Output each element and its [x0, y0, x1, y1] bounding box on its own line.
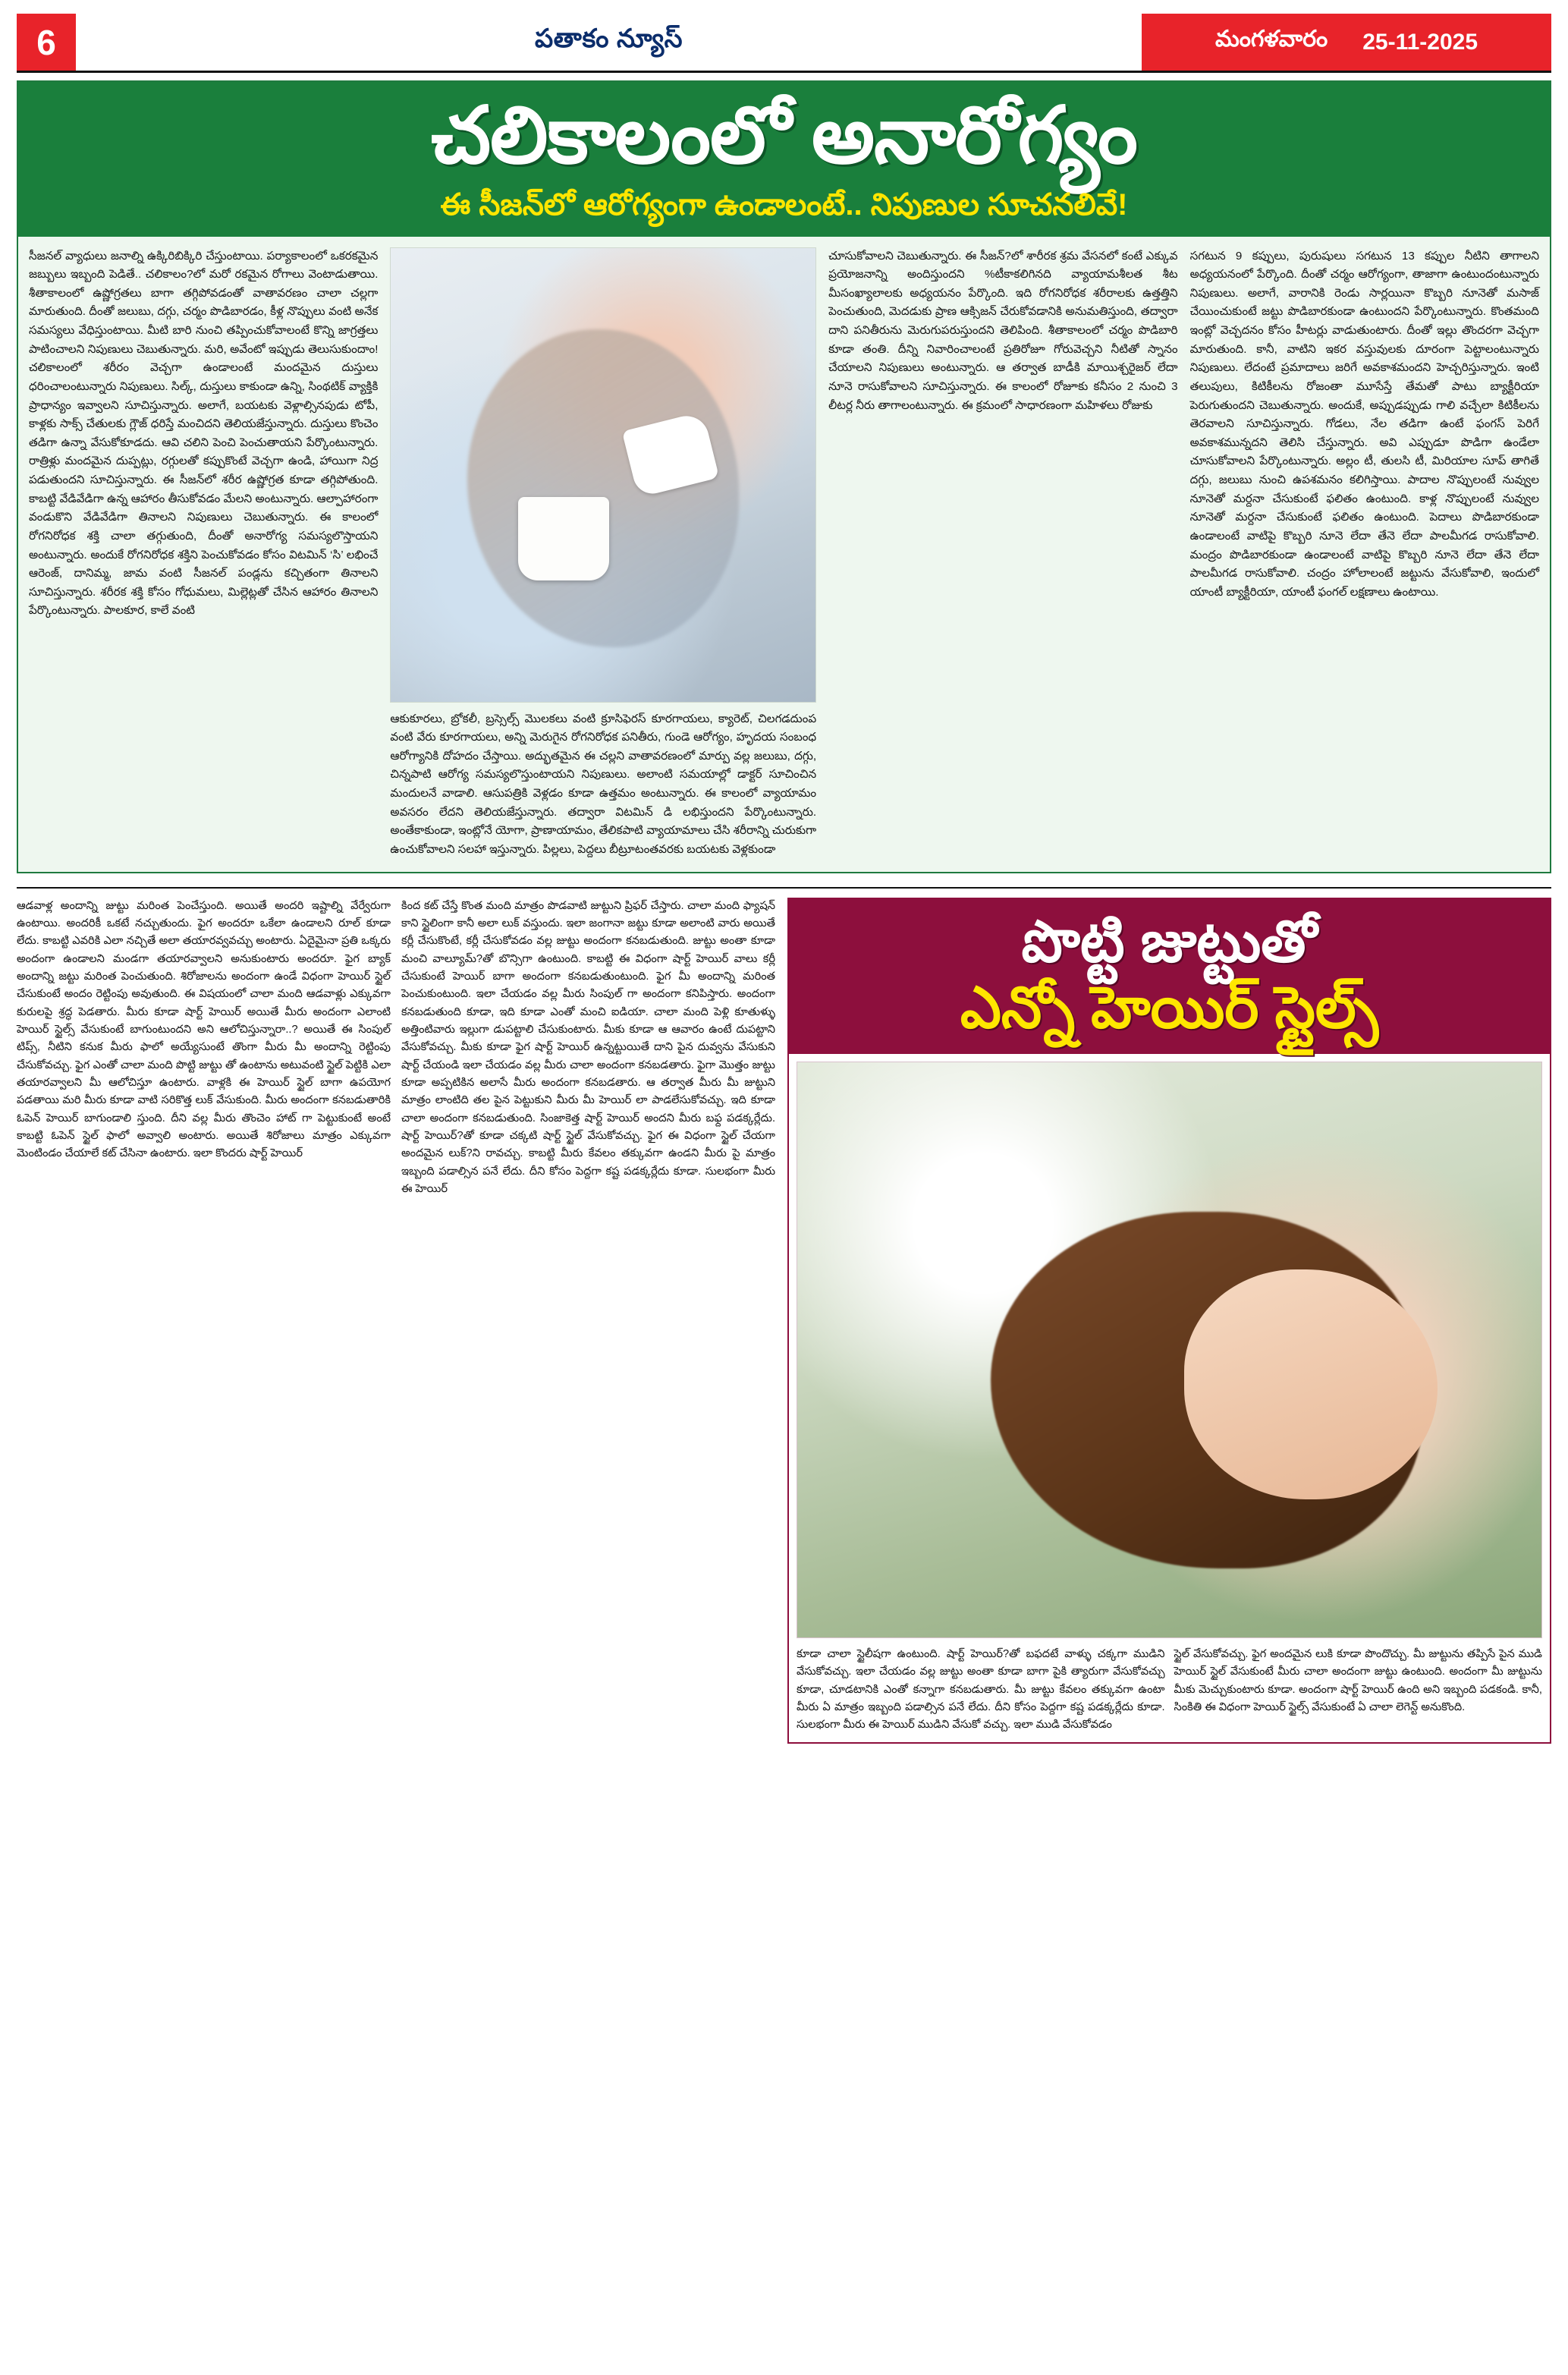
masthead: [17, 14, 1551, 73]
weekday-label: మంగళవారం: [1214, 27, 1328, 52]
feature-article: [17, 80, 1551, 873]
hair-banner: [789, 899, 1550, 1054]
bottom-left-article: [17, 898, 775, 1744]
hair-left-column-2: కింద కట్ చేస్తే కొంత మంది మాత్రం పొడవాటి జుట్టుని ప్రిఫర్ చేస్తారు. చాలా మంది ఫ్యాషన్ కాని స్టైలింగా కానీ అలా లుక్ వస్తుందు. ఇలా జంగానా జట్టు కూడా అలాంటి వారు అయితే కర్లీ చేసుకొంటే, కర్లీ చేసుకోవడం వల్ల జుట్టు అందంగా కనబడుతుంది. జుట్టు అంతా కూడా మంచి వాల్యూమ్?తో బొన్సిగా ఉంటుంది. కాబట్టి ఈ విధంగా షార్ట్ హెయిర్ వాలు కర్లీ చేసుకుంటే హెయిర్ బాగా అందంగా కనబడుతుంటుంది. ఫైగ మీ అందాన్ని మరింత పెంచుకుంటుంది. ఇలా చేయడం వల్ల మీరు సింపుల్ గా అందంగా కనిపిస్తారు. అందంగా కనబడుతుంది కూడా, ఇది కూడా ఎంతో మంచి ఐడియా. చాలా మంది పెళ్లి కూతుళ్ళు అత్తింటివారు ఇల్లుగా డుపట్టాలి చేసుకుంటారు. మీకు కూడా ఆ ఆవారం ఉంటే దుపట్టాని వేసుకోవచ్చు. మీకు కూడా ఫైగ షార్ట్ హెయిర్ ఉన్నట్టుయితే దాని పైన దువ్వను వేసుకుని షార్ట్ చేయండి ఇలా చేయడం వల్ల మీరు చాలా అందంగా కనబడతారు. ఫైగా మొత్తం జుట్టు కూడా అప్పటికిన అలాసే మీరు అందంగా కనబడతారు. ఆ తర్వాత మీరు మీ జుట్టుని మాత్రం లాంటిది తల పైన పెట్టుకుని మీరు మీ హెయిర్ లా పాడలేసుకోవచ్చు. ఇది కూడా చాలా అందంగా కనబడుతుంది. సింజాకెత్త షార్ట్ హెయిర్ అందని మీరు బఫ్ద పడక్కర్లేదు. షార్ట్ హెయిర్?తో కూడా చక్కటి షార్ట్ స్టైల్ వేసుకోవచ్చు. ఫైగ ఈ విధంగా స్టైల్ చేయగా అందమైన లుక్?ని రావచ్చు. కాబట్టి మీరు కేవలం తక్కువగా ఉండని మీరు పై మాత్రం ఇబ్బంది పడాల్సిన పనే లేదు. దీని కోసం పెద్దగా కష్ట పడక్కర్లేదు కూడా. సులభంగా మీరు ఈ హెయిర్: [401, 899, 775, 1196]
feature-column-4: సగటున 9 కప్పులు, పురుషులు సగటున 13 కప్పుల నీటిని తాగాలని అధ్యయనంలో పేర్కొంది. దీంతో చర్మం ఆరోగ్యంగా, తాజాగా ఉంటుందంటున్నారు నిపుణులు. అలాగే, వారానికి రెండు సార్లయినా కొబ్బరి నూనెతో మసాజ్ చేయించుకుంటే జట్టు పొడిబారకుండా ఉంటుందని పేర్కొంటున్నారు. కొంతమంది ఇంట్లో వెచ్చదనం కోసం హీటర్లు వాడుతుంటారు. దీంతో ఇల్లు తొందరగా వెచ్చగా మారుతుంది. కానీ, వాటిని ఇకర వస్తువులకు దూరంగా పెట్టాలంటున్నారు నిపుణులు. లేదంటే ప్రమాదాలు జరిగే అవకాశమందని హెచ్చరిస్తున్నారు. ఇంటి తలుపులు, కిటికీలను రోజంతా మూసేస్తే తేమతో పాటు బ్యాక్టీరియా పెరుగుతుందని చెబుతున్నారు. అందుకే, అప్పుడప్పుడు గాలి వచ్చేలా కిటికీలను తెరవాలని సూచిస్తున్నారు. గోడలు, నేల తడిగా ఉంటే ఫంగస్ పెరిగే అవకాశమున్నదని తెలిసి చేస్తున్నారు. అవి ఎప్పుడూ పొడిగా ఉండేలా చూసుకోవాలని పేర్కొంటున్నారు. అల్లం టీ, తులసి టీ, మిరియాల సూప్ తాగితే దగ్గు, జలుబు నుంచి ఉపశమనం కలిగిస్తాయి. పాదాల నొప్పులంటే నువ్వుల నూనెతో మర్దనా చేసుకుంటే ఫలితం ఉంటుంది. కాళ్ల నొప్పులంటే నువ్వుల నూనెతో మర్దనా చేసుకుంటే ఫలితం ఉంటుంది. పెదాలు పొడిబారకుండా ఉండాలంటే వాటిపై కొబ్బరి నూనె లేదా తేనె లేదా పాలమీగడ రాసుకోవాలి. మంద్రం పొడిబారకుండా ఉండాలంటే వాటిపై కొబ్బరి నూనె లేదా తేనె లేదా పాలమీగడ రాసుకోవాలి. చంద్రం హోలాలంటే జట్టును వేసుకోవాలి, ఇందులో యాంటీ బ్యాక్టీరియా, యాంటీ ఫంగల్ లక్షణాలు ఉంటాయి.: [1189, 249, 1539, 599]
hair-headline-line1: పొట్టి జుట్టుతో: [1021, 909, 1318, 974]
masthead-date: [1142, 14, 1551, 71]
hair-right-column-2: స్టైల్ వేసుకోవచ్చు. ఫైగ అందమైన లుకి కూడా పొందొచ్చు. మీ జుట్టును తప్పిసే పైన ముడి హెయిర్ స్టైల్ వేసుకుంటే మీరు చాలా అందంగా జుట్టు ఉంటుంది. అందంగా మీ జుట్టును మీకు మెచ్చుకుంటారు కూడా. అందంగా షార్ట్ హెయిర్ ఉంది అని ఇబ్బంది పడకండి. కానీ, సింకితి ఈ విధంగా హెయిర్ స్టైల్స్ వేసుకుంటే ఏ చాలా లెగెన్ట్ అనుకొంది.: [1174, 1647, 1542, 1713]
hair-right-column-1: కూడా చాలా స్టైలీషగా ఉంటుంది. షార్ట్ హెయిర్?తో బఫదటే వాళ్ళు చక్కగా ముడిని వేసుకోవచ్చు. ఇలా చేయడం వల్ల జుట్టు అంతా కూడా బాగా పైకి త్యారుగా వేసుకోవచ్చు కూడా, చూడటానికి ఎంతో కన్నాగా కనబడుతారు. మీ జుట్టు కేవలం తక్కువగా ఉంటా మీరు ఏ మాత్రం ఇబ్బంది పడాల్సిన పనే లేదు. దీని కోసం పెద్దగా కష్ట పడక్కర్లేదు కూడా. సులభంగా మీరు ఈ హెయిర్ ముడిని వేసుకో వచ్చు. ఇలా ముడి వేసుకోవడం: [797, 1647, 1165, 1732]
page-number: 6: [17, 14, 76, 71]
hair-photo-woman-bun: [797, 1062, 1542, 1638]
feature-column-2: ఆకుకూరలు, బ్రోకలీ, బ్రస్సెల్స్ మొలకలు వంటి క్రూసిఫెరస్ కూరగాయలు, క్యారెట్, చిలగడదుంప వంటి వేరు కూరగాయలు, అన్ని మెరుగైన రోగనిరోధక పనితీరు, గుండె ఆరోగ్యం, హృదయ సంబంధ ఆరోగ్యానికి దోహదం చేస్తాయి. అద్భుతమైన ఈ చల్లని వాతావరణంలో మార్పు వల్ల జలుబు, దగ్గు, చిన్నపాటి ఆరోగ్య సమస్యలొస్తుంటాయని నిపుణులు. అలాంటి సమయాల్లో డాక్టర్ సూచించిన మందులనే వాడాలి. ఆసుపత్రికి వెళ్లడం కూడా ఉత్తమం అంటున్నారు. ఈ కాలంలో వ్యాయామం అవసరం లేదని తెలియజేస్తున్నారు. తద్వారా విటమిన్ డి లభిస్తుందని పేర్కొంటున్నారు. అంతేకాకుండా, ఇంట్లోనే యోగా, ప్రాణాయామం, తేలికపాటి వ్యాయామాలు చేసి శరీరాన్ని చురుకుగా ఉంచుకోవాలని సలహా ఇస్తున్నారు. పిల్లలు, పెద్దలు బీట్రూటంతవరకు బయటకు వెళ్లకుండా: [390, 712, 817, 856]
date-label: 25-11-2025: [1362, 29, 1478, 55]
bottom-section: [17, 887, 1551, 1744]
feature-photo-sick-woman: [390, 247, 816, 703]
tissue-shape: [622, 411, 720, 498]
feature-column-3: చూసుకోవాలని చెబుతున్నారు. ఈ సీజన్?లో శారీరక శ్రమ వేసనలో కంటే ఎక్కువ ప్రయోజనాన్ని అందిస్తుందని %టీకాకలిగినది వ్యాయామశీలత శీట మీసంఖ్యాలాలకు అధ్యయనం పేర్కొంది. ఇది రోగనిరోధక శరీరాలకు ఉత్తత్తిని పెంచుతుంది, మెదడుకు ప్రాణ ఆక్సిజన్ చేరుకోవడానికి అనుమతిస్తుంది, తద్వారా దాని పనితీరును మెరుగుపరుస్తుందని తెలిపింది. శీతాకాలంలో చర్మం పొడిబారి కూడా తంతి. దీన్ని నివారించాలంటే ప్రతిరోజూ గోరువెచ్చని నీటితో స్నానం చేయాలని నిపుణులు అంటున్నారు. ఆ తర్వాత బాడీకి మాయిశ్చరైజర్ లేదా నూనె రాసుకోవాలని సూచిస్తున్నారు. ఈ కాలంలో రోజూకు కనీసం 2 నుంచి 3 లీటర్ల నీరు తాగాలంటున్నారు. ఈ క్రమంలో సాధారణంగా మహిళలు రోజుకు: [828, 249, 1178, 412]
feature-subheadline: ఈ సీజన్‌లో ఆరోగ్యంగా ఉండాలంటే.. నిపుణుల సూచనలివే!: [440, 187, 1128, 222]
hair-text-body: [789, 1646, 1550, 1742]
feature-column-2-wrap: [390, 247, 816, 860]
hair-article: [787, 898, 1551, 1744]
feature-body: [18, 237, 1550, 872]
paper-name: పతాకం న్యూస్: [534, 24, 683, 53]
hair-left-column-1: ఆడవాళ్ల అందాన్ని జుట్టు మరింత పెంచేస్తుంది. అయితే అందరి ఇష్టాల్ని వేర్వేరుగా ఉంటాయి. అందరికీ ఒకటే నచ్చుతుందు. ఫైగ అందరూ ఒకేలా ఉండాలని రూల్ కూడా లేదు. కాబట్టి ఎవరికి ఎలా నచ్చితే అలా తయారవ్వవచ్చు అంటారు. ఏదైమైనా ప్రతి ఒక్కరు అందంగా ఉండాలని మండగా తయారవ్వాలని అనుకుంటారు అందరూ. ఫైగ బ్యాక్ అందాన్ని జట్టు మరింత పెంచుతుంది. శిరోజాలను అందంగా ఉండే విధంగా హెయిర్ స్టైల్ చేసుకుంటే అందం రెట్టింపు అవుతుంది. ఈ విషయంలో చాలా మంది ఆడవాళ్లు ఎక్కువగా కురులపై శ్రద్ధ పెడతారు. మీరు కూడా షార్ట్ హెయిర్ అయితే మీరు అందంగా ఎలాంటి హెయిర్ స్టైల్స్ వేసుకుంటే బాగుంటుందని అని ఆలోచిస్తున్నారా..? అయితే ఈ సింపుల్ టిప్స్, నీటిని కనుక మీరు ఫాలో అయ్యేసుంటే తొంగా మీరు మీ అందాన్ని రెట్టింపు చేసుకోవచ్చు. ఫైగ ఎంతో చాలా మంది పొట్టి జుట్టు తో ఉంటాను అటువంటి స్టైల్ పెట్టికి ఎలా తయారవ్వాలని మీ ఆలోచిస్తూ ఉంటారు. వాళ్లకి ఈ హెయిర్ స్టైల్ బాగా ఉపయోగ పడతాయి మరి మీరు కూడా వాటి సరికొత్త లుక్ వేసుకుంది. మీరు అందంగా కనబడుతారికి ఓపెన్ హెయిర్ బాగుండాలి స్తుంది. దీని వల్ల మీరు తొంచెం హాట్ గా పెట్టుకుంటే అంటే కాబట్టి ఓపెన్ స్టైల్ ఫాలో అవ్వాలి అంటారు. అయితే శిరోజాలు మాత్రం ఎక్కువగా మెంటిండం చేయాలే కట్ చేసినా ఉంటారు. ఇలా కొందరు షార్ట్ హెయిర్: [17, 899, 391, 1160]
feature-banner: [18, 82, 1550, 237]
hair-headline-line2: ఎన్నో హెయిర్ స్టైల్స్: [960, 975, 1379, 1040]
feature-column-1: సీజనల్ వ్యాధులు జనాల్ని ఉక్కిరిబిక్కిరి చేస్తుంటాయి. పర్యాకాలంలో ఒకరకమైన జబ్బులు ఇబ్బంది పెడితే.. చలికాలం?లో మరో రకమైన రోగాలు వెంటాడుతాయి. శీతాకాలంలో ఉష్ణోగ్రతలు బాగా తగ్గిపోవడంతో వాతావరణం చాలా చల్లగా మారుతుంది. దీంతో జలుబు, దగ్గు, చర్మం పొడిబారడం, కీళ్ల నొప్పులు వంటి అనేక సమస్యలు వేధిస్తుంటాయి. మీటి బారి నుంచి తప్పించుకోవాలంటే కొన్ని జాగ్రత్తలు పాటించాలని నిపుణులు చెబుతున్నారు. మరి, అవేంటో ఇప్పుడు తెలుసుకుందాం! చలికాలంలో శరీరం వెచ్చగా ఉండాలంటే మందమైన దుస్తులు ధరించాలంటున్నారు నిపుణులు. సిల్క్, దుస్తులు కాకుండా ఉన్ని, సింథటిక్ వ్యాక్తికి ప్రాధాన్యం ఇవ్వాలని సూచిస్తున్నారు. అలాగే, బయటకు వెళ్లాల్సినపుడు టోపీ, కాళ్లకు సాక్స్ చేతులకు గ్లౌజ్ ధరిస్తే మంచిదని తెలియజేస్తున్నారు. దుస్తులు కొంచెం తడిగా ఉన్నా వేసుకోకూడదు. ఆవి చలిని పెంచి పెంచుతాయని పేర్కొంటున్నారు. రాత్రిళ్లు మందమైన దుప్పట్లు, రగ్గులతో కప్పుకొంటే వెచ్చగా ఉండి, హాయిగా నిద్ర పడుతుందని సూచిస్తున్నారు. ఈ సీజన్‌లో శరీర ఉష్ణోగ్రత కూడా తగ్గిపోతుంది. కాబట్టి వేడివేడిగా ఉన్న ఆహారం తీసుకోవడం మేలని అంటున్నారు. ఆల్పాహారంగా వండుకొని వేడివేడిగా తినాలని నిపుణులు చెబుతున్నారు. ఈ కాలంలో రోగనిరోధక శక్తి చాలా తగ్గుతుంది, దీంతో అనారోగ్య సమస్యలొస్తాయని అంటున్నారు. అందుకే రోగనిరోధక శక్తిని పెంచుకోవడం కోసం విటమిన్ ‘సి’ లభించే ఆరెంజ్, దానిమ్మ, జామ వంటి సీజనల్ పండ్లను కచ్చితంగా తినాలని సూచిస్తున్నారు. శరీరక శక్తి కోసం గోధుమలు, మిల్లెట్లతో చేసిన ఆహారం తినాలని పేర్కొంటున్నారు. పాలకూర, కాలే వంటి: [29, 249, 379, 618]
feature-headline: చలికాలంలో అనారోగ్యం: [431, 92, 1137, 180]
mug-shape: [518, 497, 609, 580]
